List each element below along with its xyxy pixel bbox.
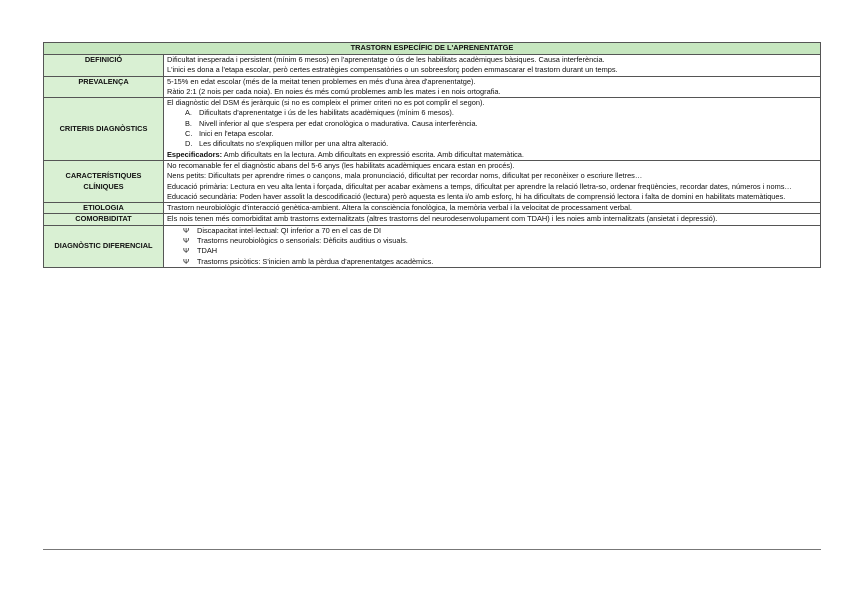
label-criteris: CRITERIS DIAGNÒSTICS — [44, 98, 164, 161]
row-prevalenca — [44, 76, 821, 98]
content-caracteristiques — [164, 160, 821, 202]
content-comorbiditat — [164, 214, 821, 225]
table-title-row — [44, 43, 821, 55]
disorder-summary-table — [43, 42, 821, 268]
criteris-item-b-num: B. — [185, 118, 192, 128]
diferencial-item-1 — [167, 226, 817, 236]
criteris-item-d-text: Les dificultats no s'expliquen millor per una altra alteració. — [199, 139, 389, 149]
criteris-item-b-text: Nivell inferior al que s'espera per edat cronològica o madurativa. Causa interferència. — [199, 118, 478, 128]
criteris-item-c — [167, 129, 817, 139]
prevalenca-line-1: 5-15% en edat escolar (més de la meitat tenen problemes en més d'una àrea d'aprenentatge). — [167, 76, 476, 86]
row-comorbiditat — [44, 214, 821, 225]
criteris-item-c-num: C. — [185, 129, 193, 139]
caracteristiques-line-3: Educació primària: Lectura en veu alta lenta i forçada, dificultat per acabar exàmens a temps, dificultat per aprendre la relació lletra-so, ordenar freqüències, recordar dates, números i noms… — [167, 181, 792, 191]
caracteristiques-line-4: Educació secundària: Poden haver assolit la descodificació (lectura) però aquesta es lenta i/o amb esforç, hi ha dificultats de comprensió lectora i falta de domini en habilitats matemàtiques. — [167, 191, 786, 201]
definicio-line-1: Dificultat inesperada i persistent (mínim 6 mesos) en l'aprenentatge o ús de les habilitats acadèmiques bàsiques. Causa interferència. — [167, 55, 605, 64]
label-etiologia: ETIOLOGIA — [44, 203, 164, 214]
content-diferencial — [164, 225, 821, 267]
table-title: TRASTORN ESPECÍFIC DE L'APRENENTATGE — [44, 43, 821, 55]
content-etiologia — [164, 203, 821, 214]
comorbiditat-text: Els nois tenen més comorbiditat amb trastorns externalitzats (altres trastorns del neurodesenvolupament com TDAH) i les noies amb internalitzats (ansietat i depressió). — [167, 214, 718, 224]
etiologia-text: Trastorn neurobiològic d'interacció genètica-ambient. Altera la consciència fonològica, la memòria verbal i la velocitat de processament verbal. — [167, 203, 632, 213]
caracteristiques-line-1: No recomanable fer el diagnòstic abans del 5-6 anys (les habilitats acadèmiques encara estan en procés). — [167, 160, 515, 170]
psi-bullet-icon: Ψ — [183, 236, 190, 246]
diferencial-item-2-text: Trastorns neurobiològics o sensorials: Dèficits auditius o visuals. — [197, 236, 408, 246]
criteris-item-d-num: D. — [185, 139, 193, 149]
label-prevalenca: PREVALENÇA — [44, 76, 164, 98]
criteris-item-d — [167, 139, 817, 149]
criteris-item-a-text: Dificultats d'aprenentatge i ús de les habilitats acadèmiques (mínim 6 mesos). — [199, 108, 454, 118]
criteris-item-c-text: Inici en l'etapa escolar. — [199, 129, 274, 139]
label-diferencial: DIAGNÒSTIC DIFERENCIAL — [44, 225, 164, 267]
row-caracteristiques — [44, 160, 821, 202]
psi-bullet-icon: Ψ — [183, 256, 190, 266]
criteris-especificadors — [167, 150, 817, 160]
diferencial-item-4-text: Trastorns psicòtics: S'inicien amb la pèrdua d'aprenentatges acadèmics. — [197, 256, 434, 266]
caracteristiques-line-2: Nens petits: Dificultats per aprendre rimes o cançons, mala pronunciació, dificultat per recordar noms, dificultat per reconèixer o escriure lletres… — [167, 171, 643, 181]
footer-divider — [43, 549, 821, 550]
especificadors-text: Amb dificultats en la lectura. Amb dificultats en expressió escrita. Amb dificultat matemàtica. — [222, 149, 524, 159]
row-etiologia — [44, 203, 821, 214]
criteris-item-b — [167, 119, 817, 129]
diferencial-item-3-text: TDAH — [197, 246, 218, 256]
row-definicio — [44, 55, 821, 77]
psi-bullet-icon: Ψ — [183, 246, 190, 256]
content-prevalenca — [164, 76, 821, 98]
especificadors-label: Especificadors: — [167, 149, 223, 159]
diferencial-item-2 — [167, 236, 817, 246]
criteris-intro: El diagnòstic del DSM és jeràrquic (si no es compleix el primer criteri no es pot complir el segon). — [167, 98, 485, 108]
content-definicio — [164, 55, 821, 77]
criteris-item-a — [167, 108, 817, 118]
psi-bullet-icon: Ψ — [183, 225, 190, 235]
label-comorbiditat: COMORBIDITAT — [44, 214, 164, 225]
diferencial-item-4 — [167, 257, 817, 267]
content-criteris — [164, 98, 821, 161]
row-diferencial — [44, 225, 821, 267]
label-caracteristiques: CARACTERÍSTIQUES CLÍNIQUES — [44, 160, 164, 202]
diferencial-item-3 — [167, 246, 817, 256]
row-criteris — [44, 98, 821, 161]
definicio-line-2: L'inici es dona a l'etapa escolar, però certes estratègies compensatòries o un sobreesforç poden emmascarar el trastorn durant un temps. — [167, 65, 618, 75]
criteris-item-a-num: A. — [185, 108, 192, 118]
diferencial-item-1-text: Discapacitat intel·lectual: QI inferior a 70 en el cas de DI — [197, 225, 382, 235]
label-definicio: DEFINICIÓ — [44, 55, 164, 77]
prevalenca-line-2: Ràtio 2:1 (2 nois per cada noia). En noies és més comú problemes amb les mates i en nois ortografia. — [167, 86, 501, 96]
